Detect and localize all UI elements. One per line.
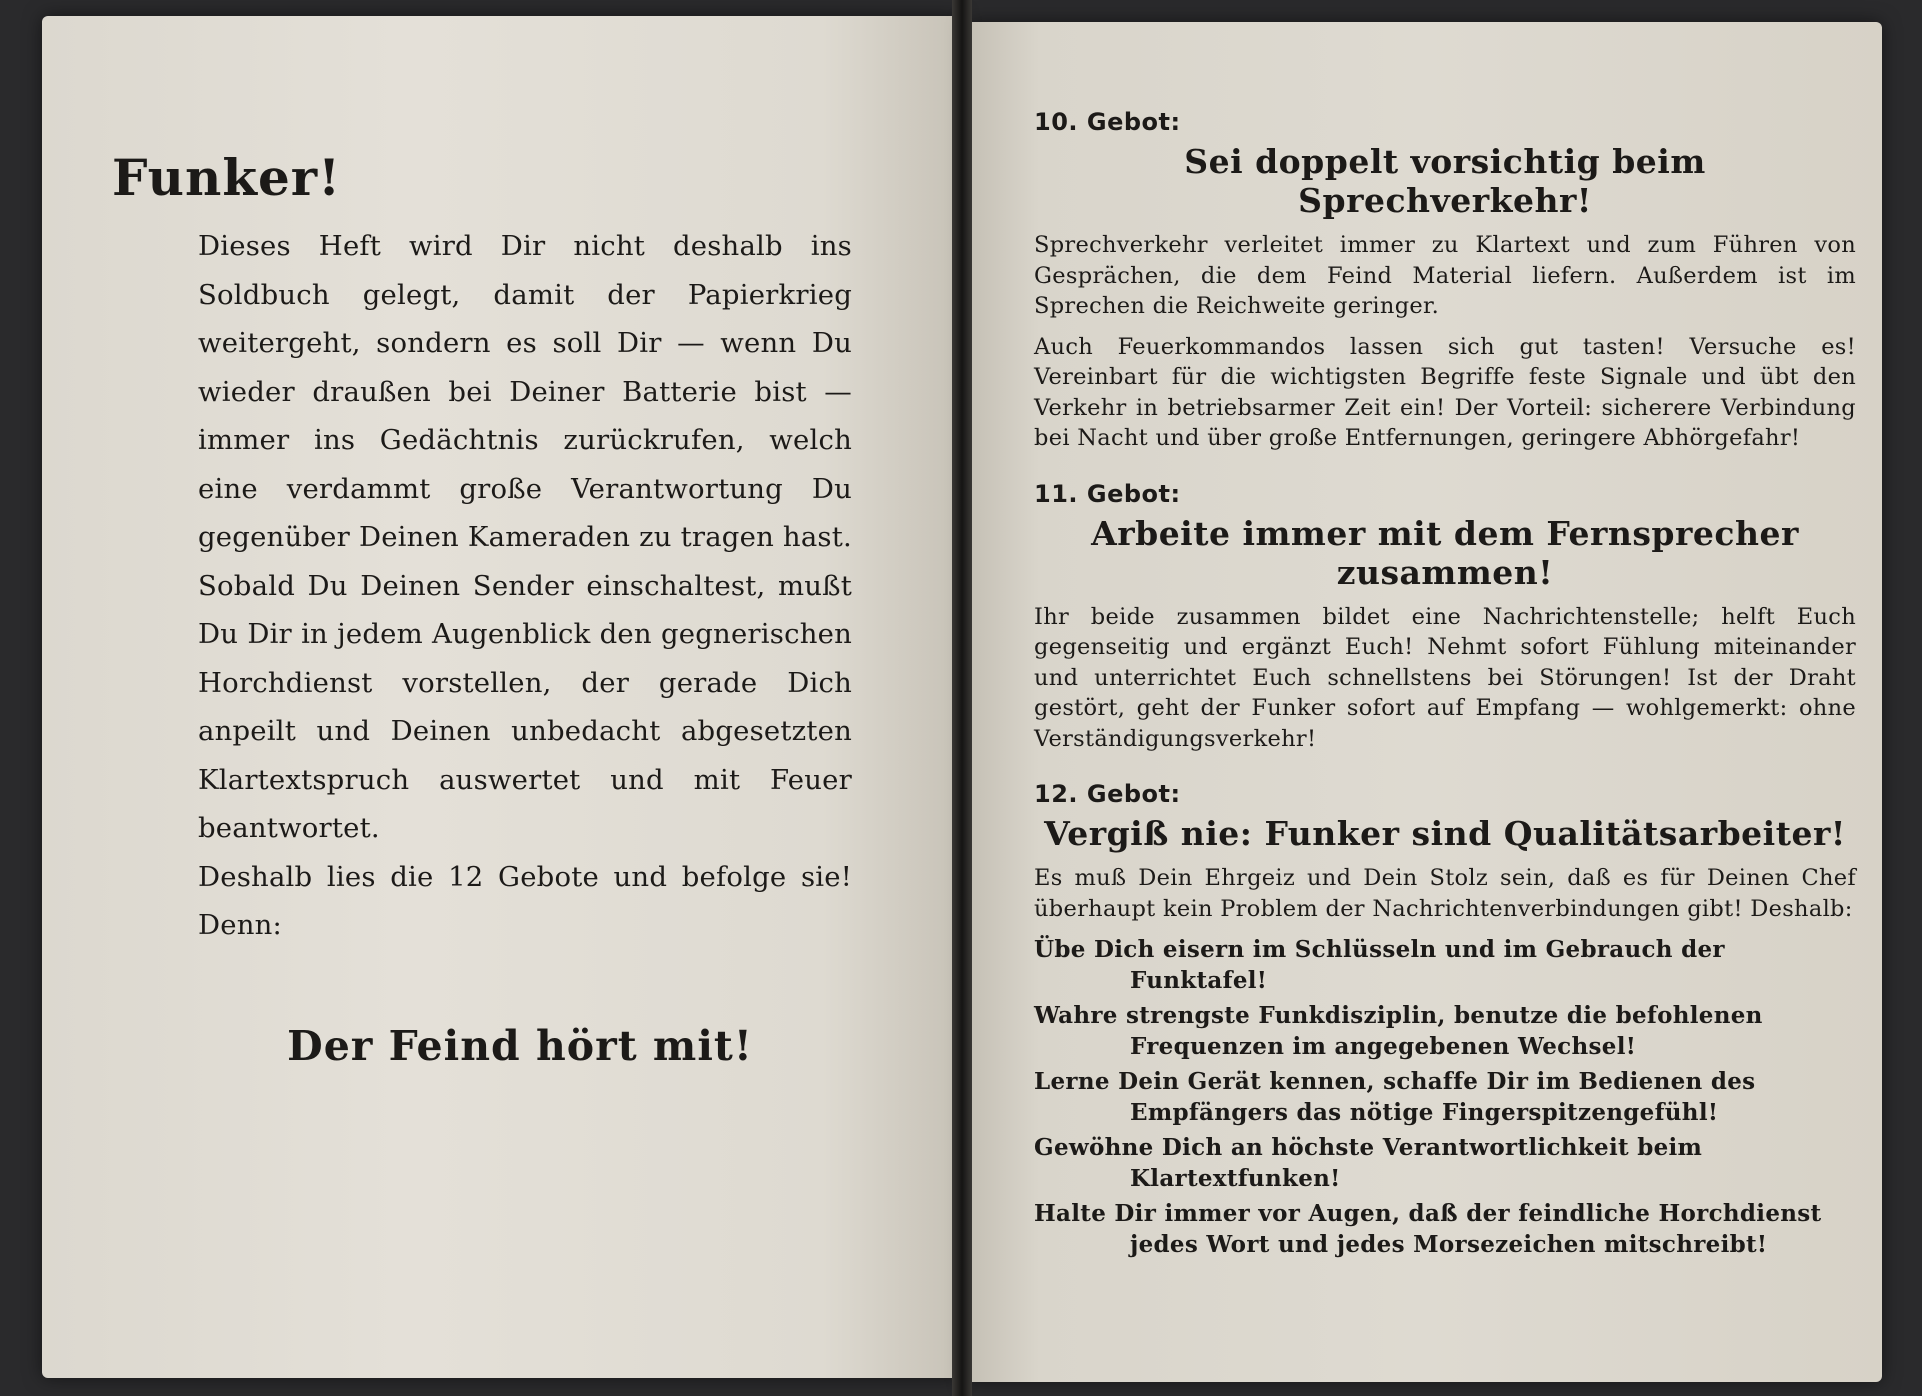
commandment-paragraph: Ihr beide zusammen bildet eine Nachrichtenstelle; helft Euch gegenseitig und ergänzt Euch! Nehmt sofort Fühlung miteinander und unterrichtet Euch schnellstens bei Störungen! Ist der Draht gestört, geht der Funker sofort auf Empfang — wohlgemerkt: ohne Verständigungsverkehr! bbox=[1034, 603, 1856, 752]
left-paragraph: Dieses Heft wird Dir nicht deshalb ins Soldbuch gelegt, damit der Papierkrieg weitergeht, sondern es soll Dir — wenn Du wieder draußen bei Deiner Batterie bist — immer ins Gedächtnis zurückrufen, welch eine verdammt große Verantwortung Du gegenüber Deinen Kameraden zu tragen hast. bbox=[198, 230, 852, 553]
commandment-title: Arbeite immer mit dem Fernsprecher zusammen! bbox=[1091, 513, 1799, 592]
commandment-12 bbox=[1034, 780, 1856, 1260]
rule-item: Lerne Dein Gerät kennen, schaffe Dir im Bedienen des Empfängers das nötige Fingerspitzengefühl! bbox=[1034, 1068, 1756, 1126]
commandment-title: Vergiß nie: Funker sind Qualitätsarbeiter! bbox=[1044, 814, 1846, 853]
right-page-content bbox=[1034, 108, 1856, 1286]
left-paragraph: Sobald Du Deinen Sender einschaltest, mußt Du Dir in jedem Augenblick den gegnerischen Horchdienst vorstellen, der gerade Dich anpeilt und Deinen unbedacht abgesetzten Klartextspruch auswertet und mit Feuer beantwortet. bbox=[198, 569, 852, 844]
commandment-paragraph: Es muß Dein Ehrgeiz und Dein Stolz sein, daß es für Deinen Chef überhaupt kein Problem der Nachrichtenverbindungen gibt! Deshalb: bbox=[1034, 865, 1856, 922]
rule-item: Halte Dir immer vor Augen, daß der feindliche Horchdienst jedes Wort und jedes Morsezeichen mitschreibt! bbox=[1034, 1200, 1822, 1258]
rule-item: Übe Dich eisern im Schlüsseln und im Gebrauch der Funktafel! bbox=[1034, 936, 1725, 994]
commandment-10 bbox=[1034, 108, 1856, 454]
commandment-title: Sei doppelt vorsichtig beim Sprechverkehr! bbox=[1184, 142, 1706, 220]
left-page-body bbox=[198, 222, 852, 950]
commandment-label: 10. Gebot: bbox=[1034, 108, 1181, 136]
commandment-paragraph: Auch Feuerkommandos lassen sich gut tasten! Versuche es! Vereinbart für die wichtigsten Begriffe feste Signale und übt den Verkehr in betriebsarmer Zeit ein! Der Vorteil: sicherere Verbindung bei Nacht und über große Entfernungen, geringere Abhörgefahr! bbox=[1034, 333, 1856, 451]
rule-item: Wahre strengste Funkdisziplin, benutze die befohlenen Frequenzen im angegebenen Wechsel! bbox=[1034, 1002, 1763, 1060]
commandment-paragraph: Sprechverkehr verleitet immer zu Klartext und zum Führen von Gesprächen, die dem Feind Material liefern. Außerdem ist im Sprechen die Reichweite geringer. bbox=[1034, 232, 1856, 319]
commandment-label: 12. Gebot: bbox=[1034, 780, 1181, 808]
left-page-slogan: Der Feind hört mit! bbox=[287, 1022, 753, 1070]
left-page-title: Funker! bbox=[112, 148, 342, 207]
commandment-rules-list bbox=[1034, 934, 1856, 1260]
left-paragraph: Deshalb lies die 12 Gebote und befolge sie! Denn: bbox=[198, 860, 852, 941]
commandment-11 bbox=[1034, 480, 1856, 755]
commandment-label: 11. Gebot: bbox=[1034, 479, 1181, 508]
rule-item: Gewöhne Dich an höchste Verantwortlichkeit beim Klartextfunken! bbox=[1034, 1134, 1703, 1192]
book-gutter bbox=[952, 0, 972, 1396]
